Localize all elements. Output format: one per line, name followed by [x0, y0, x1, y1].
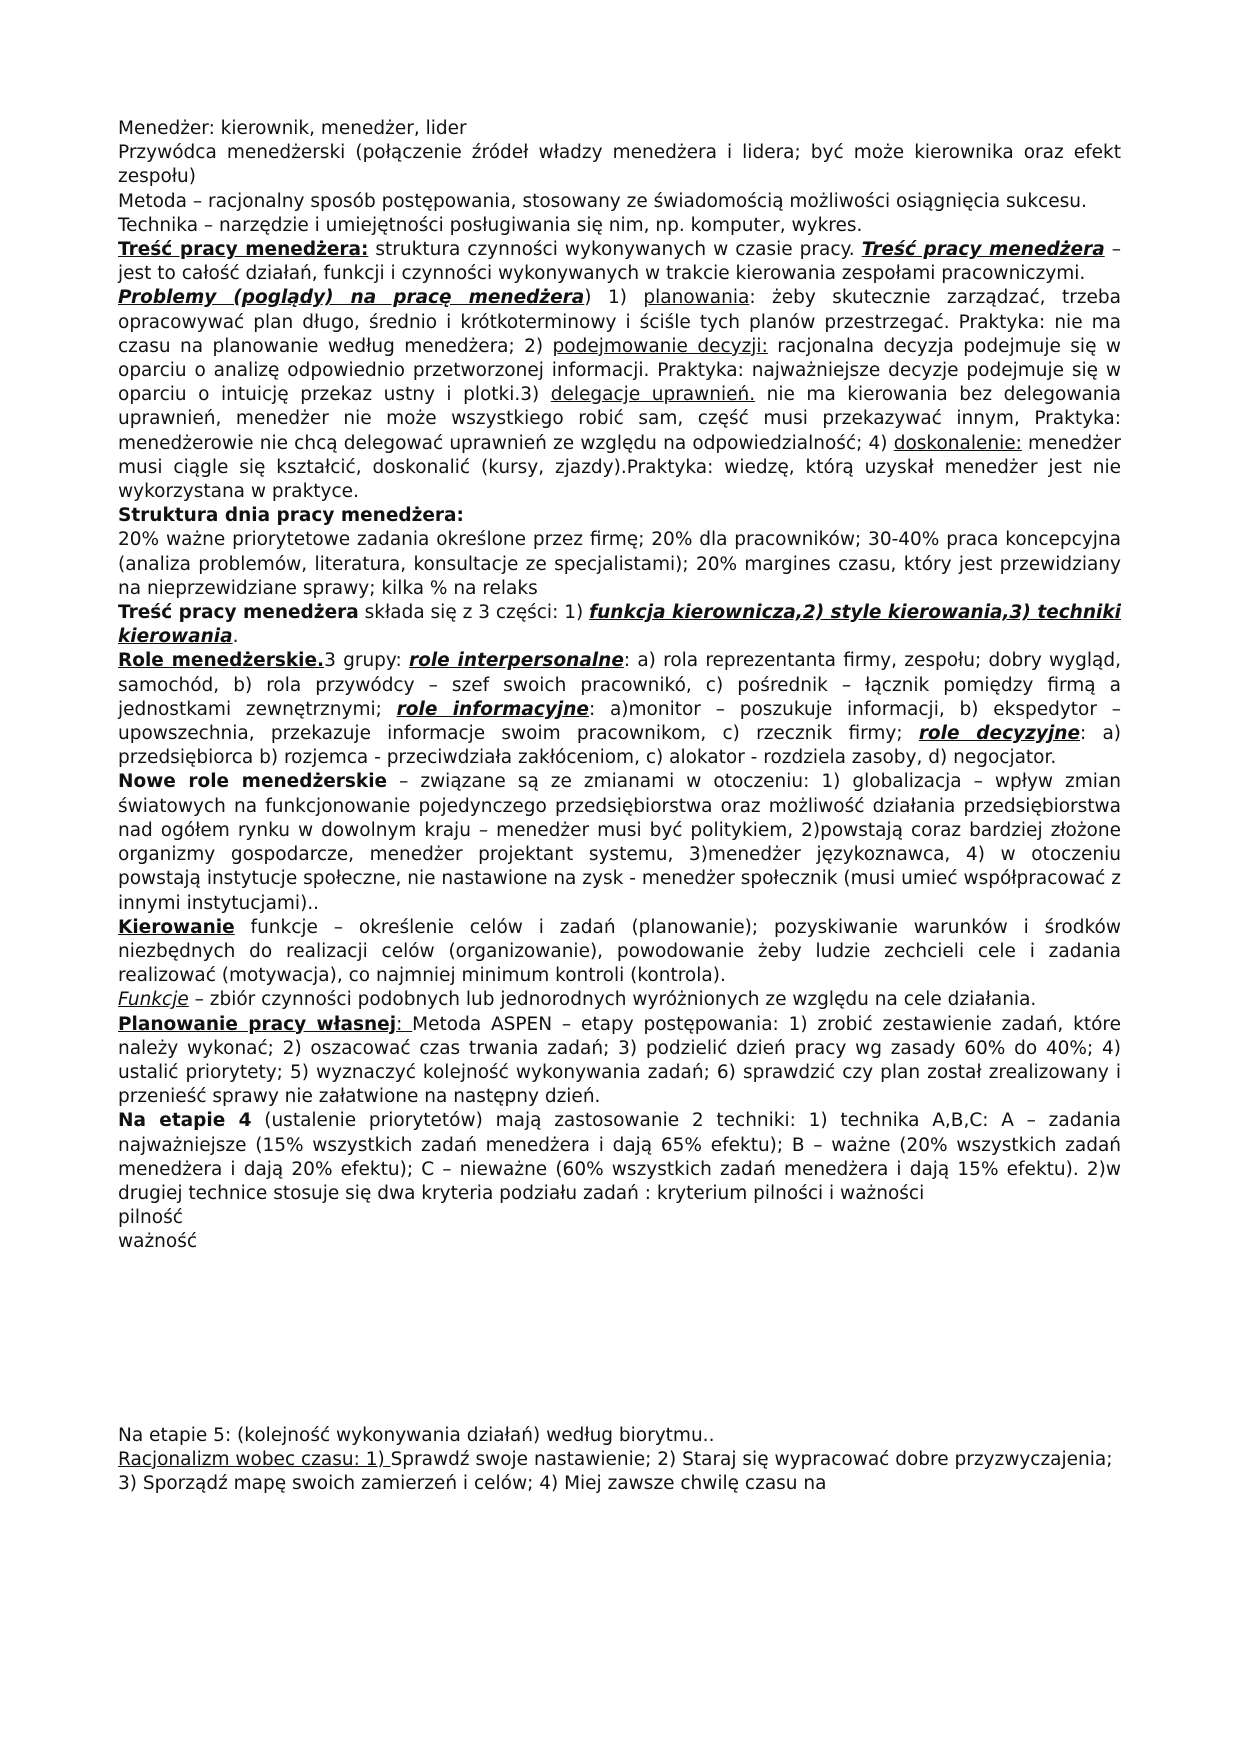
text-span: : a)monitor – poszukuje informacji, b) ekspedytor – upowszechnia, przekazuje informacje swoim pracownikom, c) rzecznik firmy; [118, 698, 1122, 745]
underlined-term: podejmowanie decyzji: [552, 335, 768, 357]
paragraph-work-parts [118, 601, 1121, 649]
text-span: – związane są ze zmianami w otoczeniu: 1) globalizacja – wpływ zmian światowych na funkcjonowanie pojedynczego przedsiębiorstwa oraz możliwość działania przedsiębiorstwa nad ogółem rynku w dowolnym kraju – menedżer musi być politykiem, 2)powstają coraz bardziej złożone organizmy gospodarcze, menedżer projektant systemu, 3)menedżer językoznawca, 4) w otoczeniu powstają instytucje społeczne, nie nastawione na zysk - menedżer społecznik (musi umieć współpracować z innymi instytucjami).. [118, 771, 1121, 914]
paragraph-work-content [118, 238, 1121, 286]
paragraph-new-roles [118, 770, 1121, 915]
text-span: – zbiór czynności podobnych lub jednorodnych wyróżnionych ze względu na cele działania. [188, 989, 1037, 1011]
bold-term: Na etapie 4 [118, 1110, 252, 1132]
paragraph-method: Metoda – racjonalny sposób postępowania, stosowany ze świadomością możliwości osiągnięcia sukcesu. [118, 190, 1087, 212]
text-span: (ustalenie priorytetów) mają zastosowanie 2 techniki: 1) technika A,B,C: A – zadania najważniejsze (15% wszystkich zadań menedżera i dają 65% efektu); B – ważne (20% wszystkich zadań menedżera i dają 20% efektu); C – nieważne (60% wszystkich zadań menedżera i dają 15% efektu). 2)w drugiej technice stosuje się dwa kryteria podziału zadań : kryterium pilności i ważności [118, 1110, 1122, 1204]
paragraph-roles [118, 649, 1121, 770]
heading-functions: Funkcje [118, 989, 189, 1011]
line-urgency: pilność [118, 1207, 183, 1229]
bold-term: Nowe role menedżerskie [118, 771, 388, 793]
paragraph-problems [118, 286, 1121, 504]
paragraph-management [118, 916, 1121, 989]
paragraph-stage-5: Na etapie 5: (kolejność wykonywania działań) według biorytmu.. [118, 1424, 715, 1446]
text-span: składa się z 3 części: 1) [358, 602, 590, 624]
blank-space [118, 1255, 1121, 1424]
text-span: struktura czynności wykonywanych w czasie pracy. [368, 239, 862, 261]
underlined-term: : [396, 1013, 413, 1035]
text-span: 3 grupy: [324, 650, 409, 672]
underlined-term: planowania [643, 287, 750, 309]
paragraph-technique: Technika – narzędzie i umiejętności posługiwania się nim, np. komputer, wykres. [118, 214, 863, 236]
paragraph-manager-definition: Menedżer: kierownik, menedżer, lider [118, 118, 467, 139]
text-span: : żeby skutecznie zarządzać, trzeba opracowywać plan długo, średnio i krótkoterminowy i ściśle tych planów przestrzegać. Praktyka: nie ma czasu na planowanie według menedżera; 2) [118, 287, 1122, 357]
heading-problems: Problemy (poglądy) na pracę menedżera [118, 287, 585, 309]
text-span: : a) przedsiębiorca b) rozjemca - przeciwdziała zakłóceniom, c) alokator - rozdziela zasoby, d) negocjator. [118, 723, 1122, 769]
heading-work-content: Treść pracy menedżera: [118, 239, 369, 261]
underlined-term: doskonalenie: [893, 432, 1022, 454]
bold-italic-term: role interpersonalne [408, 650, 624, 672]
paragraph-functions [118, 988, 1121, 1012]
heading-work-content-2: Treść pracy menedżera [861, 239, 1105, 261]
heading-management: Kierowanie [118, 916, 235, 938]
text-span: Metoda ASPEN – etapy postępowania: 1) zrobić zestawienie zadań, które należy wykonać; 2) oszacować czas trwania zadań; 3) podzielić dzień pracy wg zasady 60% do 40%; 4) ustalić priorytety; 5) wyznaczyć kolejność wykonywania zadań; 6) sprawdzić czy plan został zrealizowany i przenieść sprawy nie załatwione na następny dzień. [118, 1013, 1122, 1108]
heading-roles: Role menedżerskie. [118, 650, 325, 672]
text-span: funkcje – określenie celów i zadań (planowanie); pozyskiwanie warunków i środków niezbędnych do realizacji celów (organizowanie), powodowanie żeby ludzie zechcieli cele i zadania realizować (motywacja), co najmniej minimum kontroli (kontrola). [118, 916, 1121, 987]
heading-planning: Planowanie pracy własnej [118, 1013, 397, 1035]
paragraph-stage-4 [118, 1109, 1121, 1206]
text-span: racjonalna decyzja podejmuje się w oparciu o analizę odpowiednio przetworzonej informacji. Praktyka: najważniejsze decyzje podejmuje się w oparciu o intuicję przekaz ustny i plotki.3) [118, 335, 1121, 406]
text-span: ) 1) [584, 287, 644, 309]
paragraph-rationalism [118, 1448, 1121, 1496]
underlined-term: delegacje uprawnień. [550, 384, 756, 406]
bold-italic-term: role decyzyjne [918, 723, 1081, 745]
paragraph-planning [118, 1013, 1121, 1110]
document-page [118, 117, 1121, 1496]
line-importance: ważność [118, 1231, 198, 1253]
text-span: – jest to całość działań, funkcji i czynności wykonywanych w trakcie kierowania zespołami pracowniczymi. [118, 239, 1121, 285]
text-span: . [232, 626, 239, 648]
heading-day-structure: Struktura dnia pracy menedżera: [118, 505, 464, 527]
bold-term: Treść pracy menedżera [118, 602, 359, 624]
bold-italic-term: funkcja kierownicza,2) style kierowania,3) techniki kierowania [118, 602, 1122, 648]
paragraph-day-structure: 20% ważne priorytetowe zadania określone przez firmę; 20% dla pracowników; 30-40% praca koncepcyjna (analiza problemów, literatura, konsultacje ze specjalistami); 20% margines czasu, który jest przewidziany na nieprzewidziane sprawy; kilka % na relaks [118, 529, 1121, 599]
bold-italic-term: role informacyjne [396, 698, 589, 720]
paragraph-leader: Przywódca menedżerski (połączenie źródeł władzy menedżera i lidera; być może kierownika oraz efekt zespołu) [118, 142, 1121, 188]
text-span: nie ma kierowania bez delegowania uprawnień, menedżer nie może wszystkiego robić sam, część musi przekazywać innym, Praktyka: menedżerowie nie chcą delegować uprawnień ze względu na odpowiedzialność; 4) [118, 384, 1121, 454]
text-span: : a) rola reprezentanta firmy, zespołu; dobry wygląd, samochód, b) rola przywódcy – szef swoich pracownikó, c) pośrednik – łącznik pomiędzy firmą a jednostkami zewnętrznymi; [118, 650, 1121, 720]
underlined-term: Racjonalizm wobec czasu: 1) [118, 1448, 391, 1470]
text-span: Sprawdź swoje nastawienie; 2) Staraj się wypracować dobre przyzwyczajenia; 3) Sporządź mapę swoich zamierzeń i celów; 4) Miej zawsze chwilę czasu na [118, 1448, 1113, 1494]
text-span: menedżer musi ciągle się kształcić, doskonalić (kursy, zjazdy).Praktyka: wiedzę, którą uzyskał menedżer jest nie wykorzystana w praktyce. [118, 432, 1121, 503]
